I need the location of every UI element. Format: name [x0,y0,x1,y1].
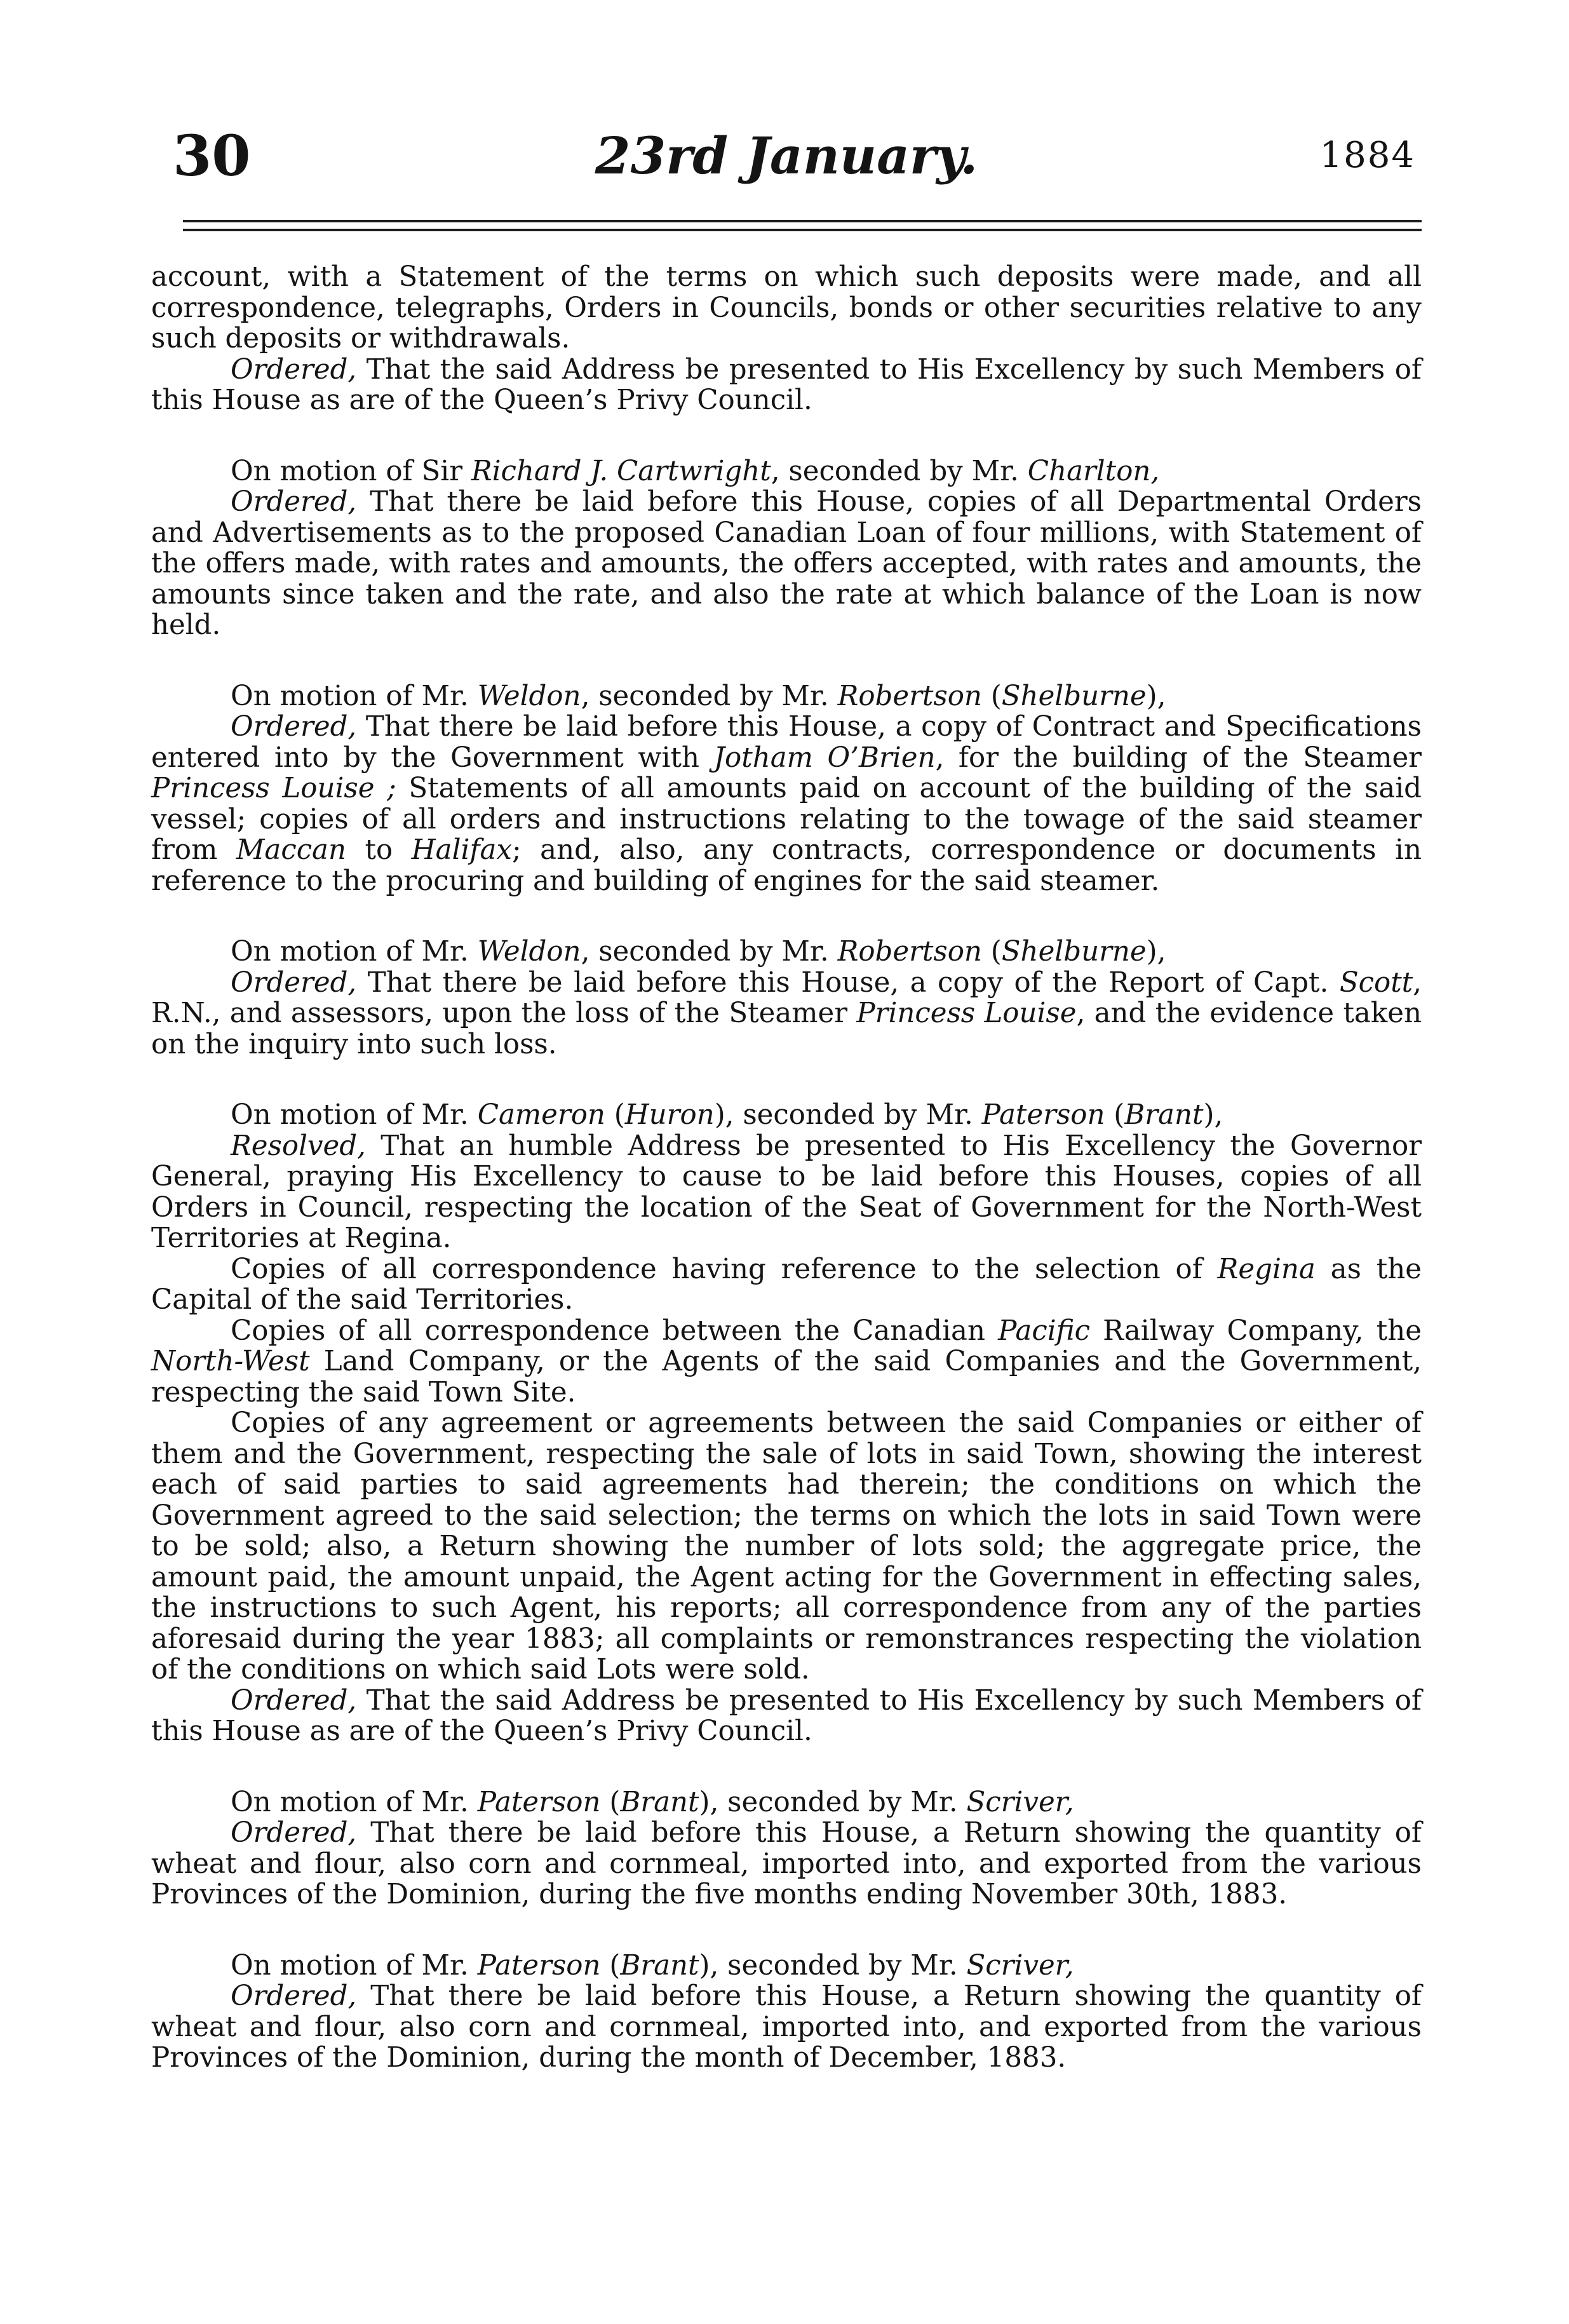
text-run: On motion of Mr. [231,936,478,968]
text-run: That an humble Address be presented to His Excellency the Governor General, praying His Excellency to cause to be laid before this Houses, copies of all Orders in Council, respecting the location of the Seat of Government for the North-West Territories at Regina. [151,1130,1422,1254]
text-run: ; and, also, any contracts, correspondence or documents in reference to the procuring and building of engines for the said steamer. [151,834,1422,897]
text-run: On motion of Mr. [231,1949,478,1982]
text-run: account, with a Statement of the terms on which such deposits were made, and all correspondence, telegraphs, Orders in Councils, bonds or other securities relative to any such deposits or withdrawals. [151,261,1422,355]
text-run: ), [1203,1099,1223,1131]
text-run: That there be laid before this House, a Return showing the quantity of wheat and flour, also corn and cornmeal, imported into, and exported from the various Provinces of the Dominion, during the month of December, 1883. [151,1980,1422,2074]
text-run: ( [600,1949,621,1982]
paragraph-motion [151,681,1422,712]
text-run: That there be laid before this House, a Return showing the quantity of wheat and flour, also corn and cornmeal, imported into, and exported from the various Provinces of the Dominion, during the five months ending November 30th, 1883. [151,1817,1422,1910]
italic-text: Richard J. Cartwright [471,455,771,487]
page-number: 30 [173,123,251,189]
text-run: , for the building of the Steamer [935,741,1422,774]
italic-text: Weldon [477,680,581,712]
italic-text: Brant [620,1786,699,1818]
italic-text: Resolved, [231,1130,366,1162]
paragraph-resolved [151,1131,1422,1254]
page-header [151,121,1422,191]
italic-text: Maccan [236,834,347,866]
italic-text: Brant [1124,1099,1204,1131]
text-run: ), seconded by Mr. [699,1949,967,1982]
journal-page [151,121,1422,2074]
italic-text: Robertson [837,936,982,968]
italic-text: Ordered, [231,966,357,999]
journal-body [151,262,1422,2074]
text-run: Land Company, or the Agents of the said Companies and the Government, respecting the said Town Site. [151,1346,1422,1409]
text-run: ( [981,680,1002,712]
italic-text: Paterson [477,1949,601,1982]
text-run: as the Capital of the said Territories. [151,1253,1422,1316]
italic-text: Ordered, [231,353,357,386]
text-run: Copies of all correspondence between the Canadian [231,1314,999,1347]
italic-text: Scott [1339,966,1413,999]
text-run: On motion of Sir [231,455,471,487]
italic-text: Charlton, [1027,455,1160,487]
italic-text: Pacific [998,1314,1090,1347]
text-run: That there be laid before this House, a copy of the Report of Capt. [356,966,1340,999]
italic-text: Cameron [477,1099,605,1131]
text-run: Copies of any agreement or agreements between the said Companies or either of them and the Government, respecting the sale of lots in said Town, showing the interest each of said parties to said agreements had therein; the conditions on which the Government agreed to the said selection; the terms on which the lots in said Town were to be sold; also, a Return showing the number of lots sold; the aggregate price, the amount paid, the amount unpaid, the Agent acting for the Government in effecting sales, the instructions to such Agent, his reports; all correspondence from any of the parties aforesaid during the year 1883; all complaints or remonstrances respecting the violation of the conditions on which said Lots were sold. [151,1407,1422,1686]
italic-text: Robertson [837,680,982,712]
paragraph-motion [151,936,1422,968]
italic-text: Ordered, [231,1817,357,1849]
italic-text: Paterson [477,1786,601,1818]
text-run: That there be laid before this House, a copy of Contract and Specifications entered into by the Government with [151,711,1422,774]
italic-text: Ordered, [231,1980,357,2012]
italic-text: Brant [620,1949,699,1982]
page-year: 1884 [1319,135,1415,176]
text-run: ), [1146,680,1166,712]
italic-text: Scriver, [966,1949,1074,1982]
italic-text: Ordered, [231,711,357,743]
paragraph-ordered [151,355,1422,416]
italic-text: Scriver, [966,1786,1074,1818]
paragraph-ordered [151,1981,1422,2074]
italic-text: Princess Louise [856,997,1077,1029]
italic-text: Princess Louise ; [151,773,396,804]
italic-text: Weldon [477,936,581,968]
text-run: ( [1105,1099,1125,1131]
text-run: , seconded by Mr. [771,455,1028,487]
text-run: , R.N., and assessors, upon the loss of the Steamer [151,966,1422,1029]
text-run: ), [1146,936,1166,968]
header-double-rule [183,220,1422,231]
paragraph-ordered [151,1818,1422,1910]
text-run: , and the evidence taken on the inquiry into such loss. [151,997,1422,1060]
italic-text: Ordered, [231,486,357,518]
paragraph-copies [151,1408,1422,1686]
italic-text: Huron [624,1099,715,1131]
text-run: On motion of Mr. [231,1786,478,1818]
paragraph-ordered [151,1686,1422,1747]
paragraph-motion [151,456,1422,487]
text-run: Railway Company, the [1090,1314,1422,1347]
text-run: to [346,834,412,866]
text-run: Statements of all amounts paid on account of the building of the said vessel; copies of all orders and instructions relating to the towage of the said steamer from [151,773,1422,866]
italic-text: Ordered, [231,1684,357,1717]
text-run: That the said Address be presented to His Excellency by such Members of this House as are of the Queen’s Privy Council. [151,1684,1422,1747]
text-run: ( [605,1099,625,1131]
italic-text: Shelburne [1001,936,1147,968]
page-title: 23rd January. [595,126,978,186]
text-run: On motion of Mr. [231,1099,478,1131]
italic-text: Shelburne [1001,680,1147,712]
text-run: That the said Address be presented to His Excellency by such Members of this House as are of the Queen’s Privy Council. [151,353,1422,416]
italic-text: Halifax [411,834,512,866]
italic-text: Regina [1217,1253,1316,1285]
italic-text: Jotham O’Brien [713,741,936,774]
paragraph-copies [151,1316,1422,1409]
paragraph-ordered [151,968,1422,1060]
paragraph-copies [151,1254,1422,1316]
text-run: , seconded by Mr. [581,680,838,712]
text-run: Copies of all correspondence having reference to the selection of [231,1253,1218,1285]
text-run: ( [600,1786,621,1818]
paragraph-motion [151,1950,1422,1982]
italic-text: Paterson [981,1099,1105,1131]
text-run: ( [981,936,1002,968]
paragraph-motion [151,1787,1422,1818]
paragraph-motion [151,1100,1422,1131]
text-run: On motion of Mr. [231,680,478,712]
text-run: ), seconded by Mr. [714,1099,982,1131]
paragraph-ordered [151,487,1422,641]
paragraph-continuation [151,262,1422,355]
text-run: , seconded by Mr. [581,936,838,968]
paragraph-ordered [151,712,1422,896]
text-run: ), seconded by Mr. [699,1786,967,1818]
text-run: That there be laid before this House, copies of all Departmental Orders and Advertisements as to the proposed Canadian Loan of four millions, with Statement of the offers made, with rates and amounts, the offers accepted, with rates and amounts, the amounts since taken and the rate, and also the rate at which balance of the Loan is now held. [151,486,1422,641]
italic-text: North-West [151,1346,310,1377]
